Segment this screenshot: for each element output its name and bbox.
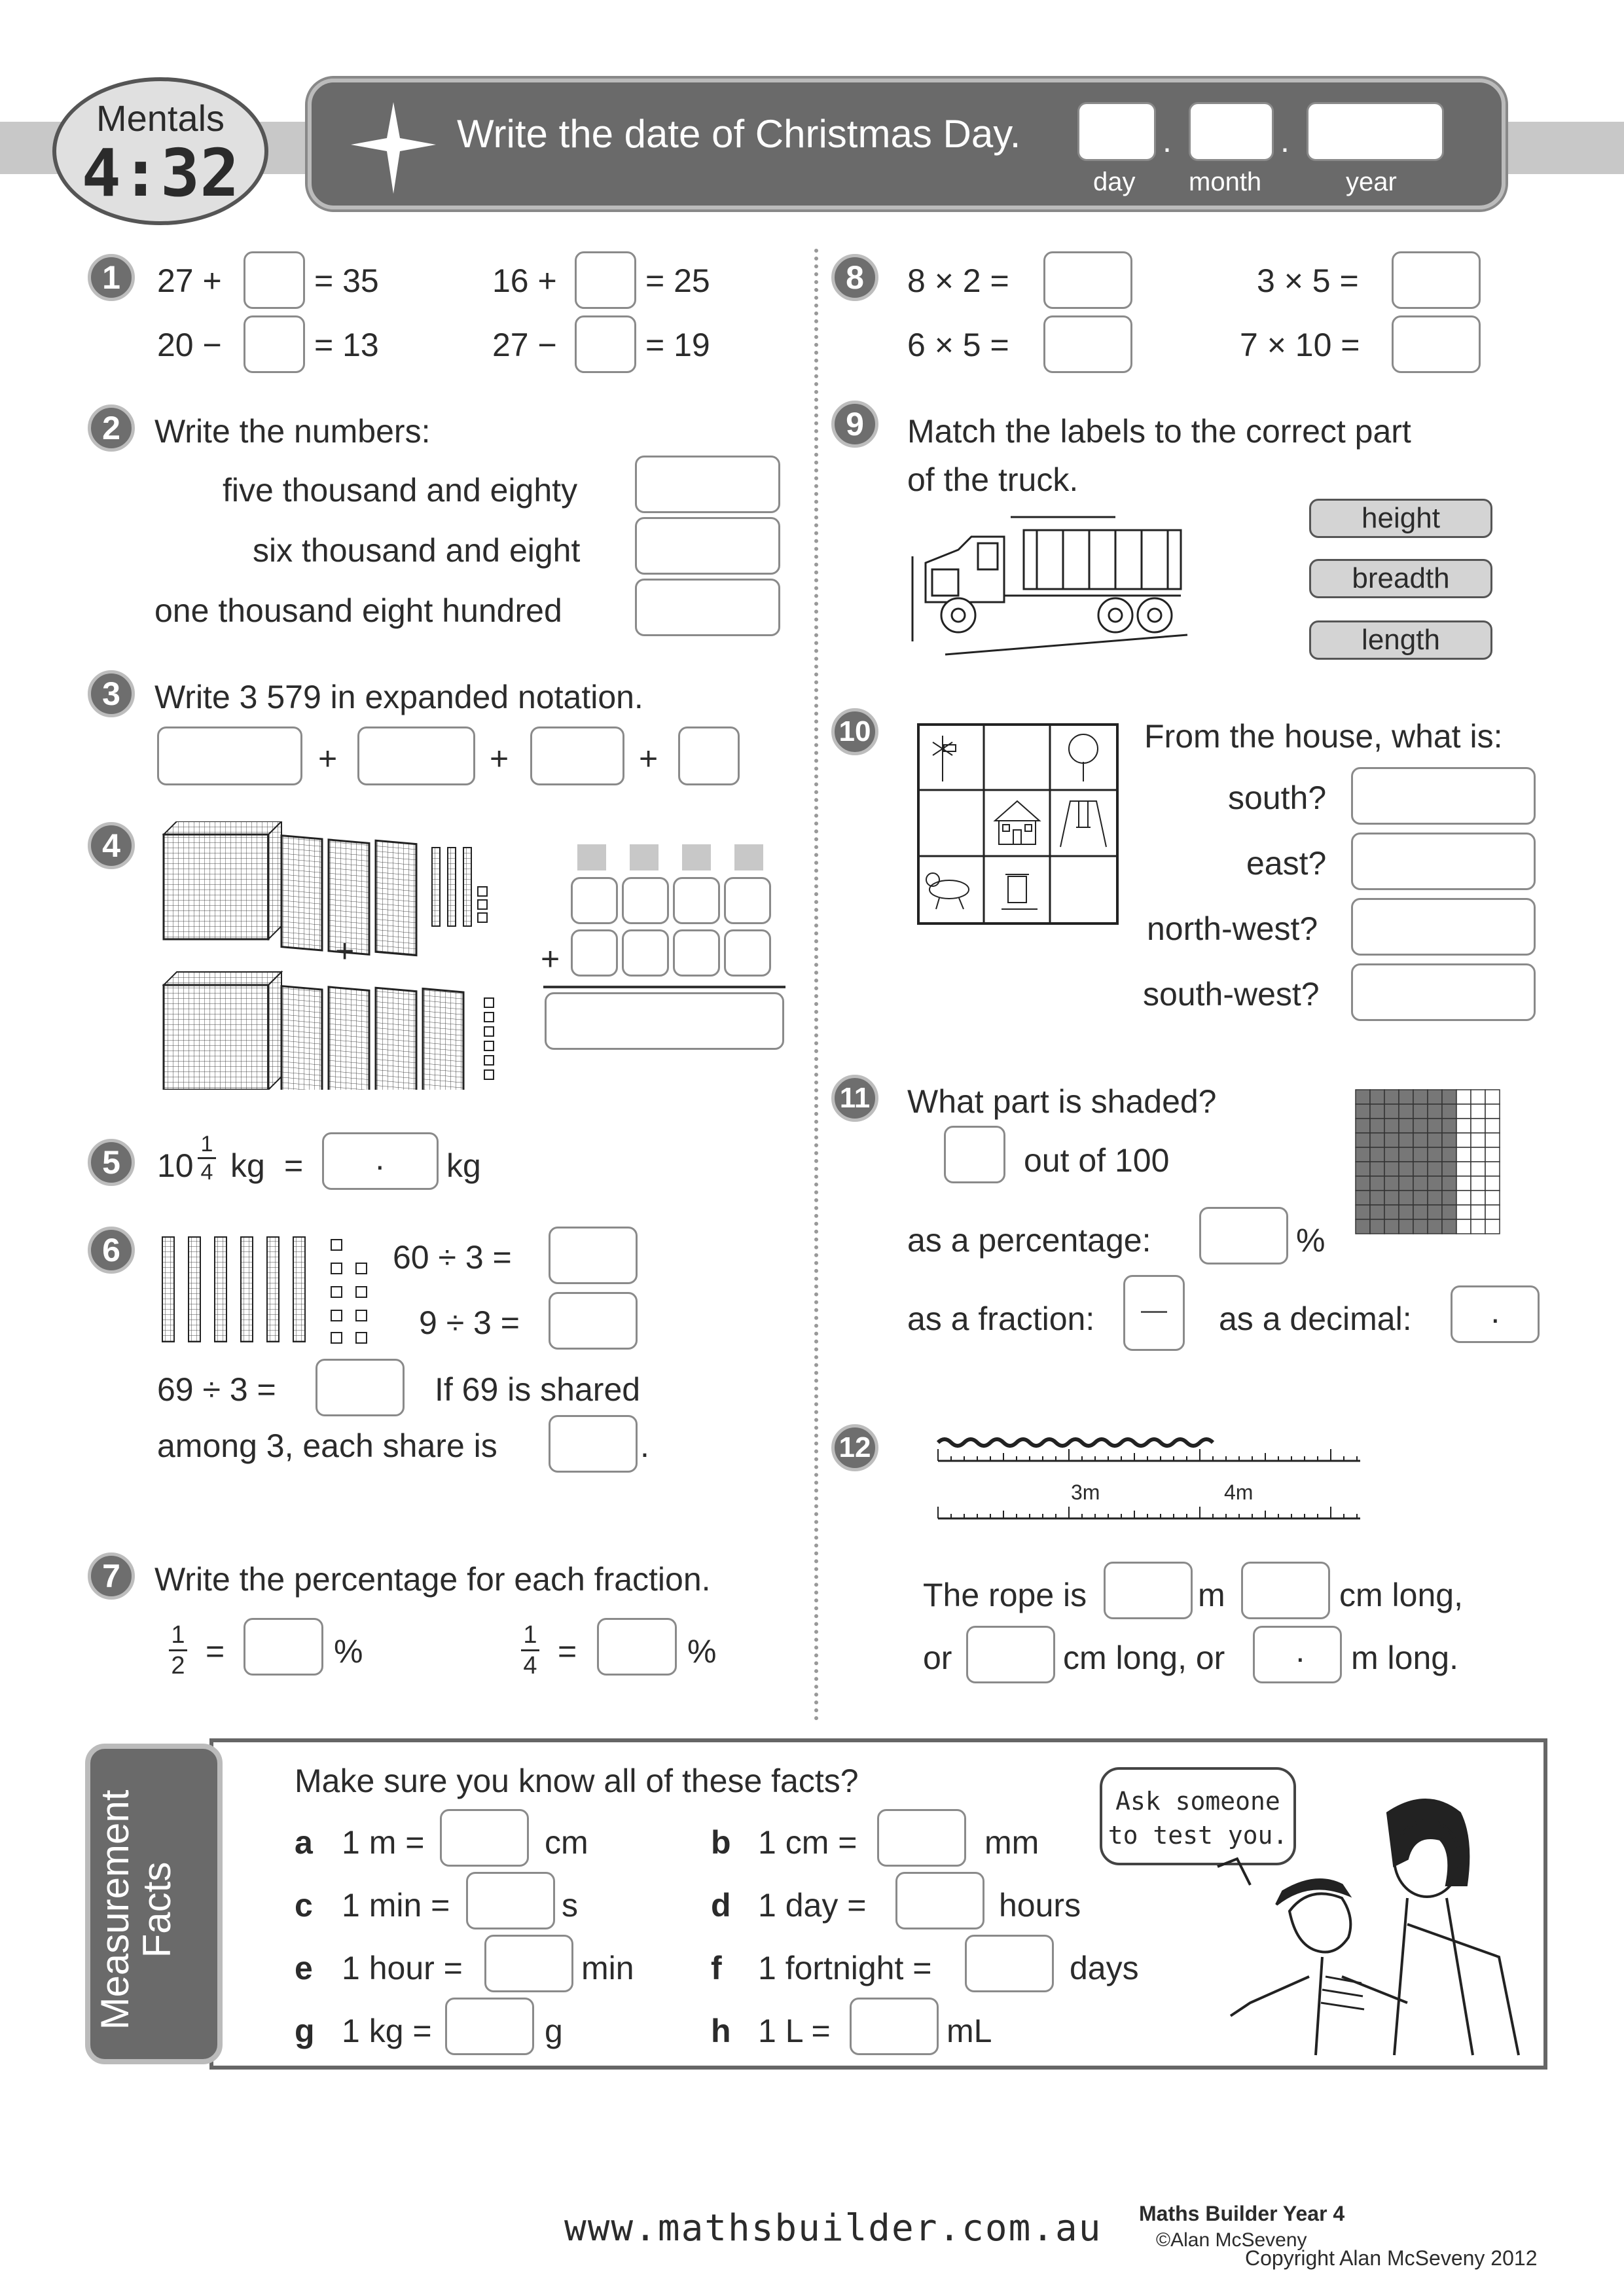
hundred-grid-cell: [1485, 1176, 1500, 1191]
q5-unit: kg: [230, 1147, 265, 1184]
q4-top-digit-2[interactable]: [622, 877, 669, 924]
q4-top-digit-3[interactable]: [673, 877, 720, 924]
christmas-prompt: Write the date of Christmas Day.: [457, 112, 1021, 156]
date-dot-1: .: [1163, 122, 1172, 159]
hundred-grid-cell: [1485, 1205, 1500, 1219]
q10-number: 10: [831, 708, 878, 755]
q3-plus-2: +: [490, 740, 509, 777]
fact-f-letter: f: [711, 1950, 722, 1986]
q10-south-west: south-west?: [1143, 976, 1320, 1013]
q2-input-3[interactable]: [635, 579, 780, 636]
fact-c-letter: c: [295, 1887, 313, 1924]
hundred-grid-cell: [1370, 1162, 1384, 1176]
q1-d-input[interactable]: [575, 315, 636, 373]
fact-f-unit: days: [1070, 1950, 1139, 1986]
hundred-grid-cell: [1413, 1191, 1428, 1205]
q7-fraction-1-denominator: 2: [171, 1652, 185, 1679]
hundred-grid-cell: [1356, 1147, 1370, 1162]
fact-c-unit: s: [562, 1887, 578, 1924]
hundred-grid-cell: [1370, 1205, 1384, 1219]
q11-pct-label: as a percentage:: [907, 1222, 1151, 1259]
q7-fraction-2-denominator: 4: [523, 1652, 537, 1679]
hundred-grid-cell: [1370, 1133, 1384, 1147]
q1-d: 27 −: [492, 327, 557, 363]
hundred-grid-cell: [1456, 1147, 1471, 1162]
fact-e-question: 1 hour =: [342, 1950, 463, 1986]
q1-c-res: = 13: [314, 327, 379, 363]
q8-a: 8 × 2 =: [907, 262, 1009, 299]
hundred-grid-cell: [1442, 1147, 1456, 1162]
q7-fraction-2-numerator: 1: [523, 1621, 537, 1649]
hundred-grid-cell: [1384, 1162, 1399, 1176]
fact-a-question: 1 m =: [342, 1824, 425, 1861]
fact-g-question: 1 kg =: [342, 2013, 432, 2049]
hundred-grid-cell: [1471, 1119, 1485, 1133]
hundred-grid-cell: [1456, 1176, 1471, 1191]
hundred-grid-cell: [1356, 1119, 1370, 1133]
hundred-grid-cell: [1442, 1119, 1456, 1133]
q11-frac-bar: [1141, 1311, 1167, 1313]
hundred-grid-cell: [1428, 1119, 1442, 1133]
q6-end: .: [640, 1427, 649, 1464]
label-breadth[interactable]: breadth: [1309, 559, 1492, 598]
hundred-grid-cell: [1384, 1119, 1399, 1133]
q1-a-res: = 35: [314, 262, 379, 299]
q4-top-digit-1[interactable]: [571, 877, 618, 924]
q11-number: 11: [831, 1075, 878, 1122]
hundred-grid-cell: [1442, 1219, 1456, 1234]
hundred-grid-cell: [1384, 1176, 1399, 1191]
facts-side-tab: [85, 1744, 223, 2064]
q2-input-2[interactable]: [635, 517, 780, 575]
rope-ruler: [935, 1433, 1367, 1532]
fact-c-input[interactable]: [466, 1872, 555, 1929]
footer-author: ©Alan McSeveny: [1156, 2229, 1307, 2251]
q11-frac-label: as a fraction:: [907, 1300, 1095, 1337]
q5-whole: 10: [157, 1147, 194, 1184]
q4-bot-digit-3[interactable]: [673, 929, 720, 977]
q7-pct-1: %: [334, 1633, 363, 1670]
hundred-grid-cell: [1485, 1090, 1500, 1104]
q3-plus-1: +: [318, 740, 338, 777]
hundred-grid-cell: [1456, 1162, 1471, 1176]
hundred-grid-cell: [1456, 1191, 1471, 1205]
q11-out-of: out of 100: [1024, 1142, 1170, 1179]
q11-count-input[interactable]: [944, 1126, 1005, 1183]
q12-line2c: m long.: [1351, 1640, 1458, 1676]
q12-line1b: m: [1198, 1577, 1225, 1613]
hundred-grid-cell: [1428, 1162, 1442, 1176]
hundred-grid-cell: [1413, 1147, 1428, 1162]
fact-e-input[interactable]: [484, 1935, 573, 1992]
q4-sum-line: [543, 986, 785, 988]
month-label: month: [1189, 168, 1262, 196]
hundred-grid-cell: [1442, 1133, 1456, 1147]
q6-e-input[interactable]: [549, 1415, 638, 1473]
hundred-grid-cell: [1456, 1219, 1471, 1234]
fact-g-unit: g: [545, 2013, 563, 2049]
q4-top-digit-4[interactable]: [724, 877, 771, 924]
q1-b-res: = 25: [645, 262, 710, 299]
q4-bot-digit-4[interactable]: [724, 929, 771, 977]
hundred-grid-cell: [1428, 1176, 1442, 1191]
fact-g-input[interactable]: [445, 1998, 534, 2055]
date-dot-2: .: [1280, 122, 1290, 159]
q4-bot-digit-2[interactable]: [622, 929, 669, 977]
children-illustration: [1211, 1787, 1538, 2062]
bubble-line1: Ask someone: [1115, 1787, 1280, 1816]
q12-tick-3m: 3m: [1071, 1480, 1100, 1504]
facts-side-line2: Facts: [135, 1861, 179, 1958]
q4-block-plus: +: [335, 933, 355, 969]
q7-fraction-1-numerator: 1: [171, 1621, 185, 1649]
hundred-grid-cell: [1384, 1090, 1399, 1104]
hundred-grid-cell: [1370, 1090, 1384, 1104]
q2-input-1[interactable]: [635, 456, 780, 513]
hundred-grid-cell: [1471, 1219, 1485, 1234]
q2-item-2: six thousand and eight: [253, 532, 581, 569]
label-height[interactable]: height: [1309, 499, 1492, 538]
q5-decimal-dot: ·: [374, 1147, 386, 1184]
q4-sum-plus: +: [541, 941, 560, 977]
hundred-grid-cell: [1370, 1219, 1384, 1234]
q6-d: If 69 is shared: [435, 1371, 641, 1408]
hundred-grid-cell: [1471, 1090, 1485, 1104]
q7-pct-2: %: [687, 1633, 717, 1670]
q6-b-input[interactable]: [549, 1292, 638, 1350]
hundred-grid-cell: [1428, 1104, 1442, 1119]
mentals-number: 4:32: [81, 135, 240, 211]
fact-a-unit: cm: [545, 1824, 588, 1861]
q10-east-input[interactable]: [1351, 833, 1536, 890]
hundred-grid-cell: [1456, 1104, 1471, 1119]
q7-input-2[interactable]: [597, 1618, 677, 1676]
q3-input-3[interactable]: [530, 726, 624, 785]
q12-line1a: The rope is: [923, 1577, 1087, 1613]
q8-b-input[interactable]: [1392, 251, 1481, 309]
q6-c-input[interactable]: [316, 1359, 405, 1416]
fact-d-question: 1 day =: [758, 1887, 867, 1924]
hundred-grid-cell: [1399, 1090, 1413, 1104]
q12-line2b: cm long, or: [1063, 1640, 1225, 1676]
hundred-grid-cell: [1399, 1133, 1413, 1147]
fact-d-unit: hours: [999, 1887, 1081, 1924]
hundred-grid-cell: [1485, 1162, 1500, 1176]
hundred-grid-cell: [1428, 1219, 1442, 1234]
q2-item-3: one thousand eight hundred: [154, 592, 562, 629]
q8-a-input[interactable]: [1043, 251, 1132, 309]
q3-input-1[interactable]: [157, 726, 302, 785]
hundred-grid-cell: [1399, 1219, 1413, 1234]
hundred-grid-cell: [1471, 1104, 1485, 1119]
q7-number: 7: [88, 1552, 135, 1600]
q2-title: Write the numbers:: [154, 413, 431, 450]
tens-rods-picture: [160, 1230, 382, 1348]
q11-title: What part is shaded?: [907, 1083, 1217, 1120]
hundred-grid-cell: [1428, 1205, 1442, 1219]
q6-a: 60 ÷ 3 =: [393, 1239, 512, 1276]
q8-d: 7 × 10 =: [1240, 327, 1360, 363]
hundred-grid-cell: [1399, 1191, 1413, 1205]
q9-line1: Match the labels to the correct part: [907, 413, 1411, 450]
q12-cm-input[interactable]: [1241, 1562, 1330, 1619]
hundred-grid-cell: [1456, 1090, 1471, 1104]
hundred-grid-cell: [1428, 1147, 1442, 1162]
q3-input-2[interactable]: [357, 726, 475, 785]
hundred-grid-cell: [1413, 1162, 1428, 1176]
hundred-grid-cell: [1456, 1133, 1471, 1147]
hundred-grid-cell: [1471, 1176, 1485, 1191]
fact-b-input[interactable]: [877, 1809, 966, 1867]
hundred-grid-cell: [1356, 1176, 1370, 1191]
hundred-grid-cell: [1384, 1191, 1399, 1205]
label-length[interactable]: length: [1309, 620, 1492, 660]
q12-tick-4m: 4m: [1224, 1480, 1254, 1504]
q11-dec-dot: ·: [1490, 1300, 1501, 1337]
year-input[interactable]: [1307, 102, 1444, 161]
hundred-grid-cell: [1413, 1119, 1428, 1133]
hundred-grid-cell: [1370, 1104, 1384, 1119]
q12-decimal-dot: ·: [1295, 1640, 1306, 1676]
q5-unit-2: kg: [446, 1147, 481, 1184]
footer-url: www.mathsbuilder.com.au: [564, 2207, 1102, 2250]
hundred-grid-cell: [1485, 1104, 1500, 1119]
hundred-grid-cell: [1356, 1205, 1370, 1219]
hundred-grid-cell: [1485, 1133, 1500, 1147]
q3-input-4[interactable]: [678, 726, 740, 785]
fact-h-question: 1 L =: [758, 2013, 831, 2049]
q1-b: 16 +: [492, 262, 557, 299]
facts-title: Make sure you know all of these facts?: [295, 1763, 859, 1799]
q2-number: 2: [88, 404, 135, 452]
q3-number: 3: [88, 670, 135, 717]
q11-pct-input[interactable]: [1199, 1207, 1288, 1265]
hundred-grid-cell: [1442, 1191, 1456, 1205]
q2-item-1: five thousand and eighty: [223, 472, 578, 509]
q6-e: among 3, each share is: [157, 1427, 497, 1464]
fact-b-letter: b: [711, 1824, 731, 1861]
hundred-grid: [1352, 1086, 1509, 1244]
column-divider: [814, 249, 818, 1721]
day-input[interactable]: [1077, 102, 1156, 161]
fact-f-input[interactable]: [965, 1935, 1054, 1992]
footer-copyright: Copyright Alan McSeveny 2012: [1245, 2246, 1538, 2270]
q1-b-input[interactable]: [575, 251, 636, 309]
q3-plus-3: +: [639, 740, 659, 777]
hundred-grid-cell: [1356, 1133, 1370, 1147]
q8-number: 8: [831, 254, 878, 301]
fact-b-question: 1 cm =: [758, 1824, 857, 1861]
christmas-banner: [308, 79, 1506, 209]
hundred-grid-cell: [1413, 1133, 1428, 1147]
q3-title: Write 3 579 in expanded notation.: [154, 679, 643, 715]
hundred-grid-cell: [1356, 1191, 1370, 1205]
facts-side-line1: Measurement: [93, 1789, 137, 2030]
mentals-badge: [52, 77, 268, 225]
hundred-grid-cell: [1384, 1205, 1399, 1219]
q10-south-west-input[interactable]: [1351, 963, 1536, 1021]
q5-fraction-numerator: 1: [200, 1132, 213, 1157]
fact-h-input[interactable]: [850, 1998, 939, 2055]
hundred-grid-cell: [1485, 1219, 1500, 1234]
fact-e-unit: min: [581, 1950, 634, 1986]
hundred-grid-cell: [1370, 1147, 1384, 1162]
q12-line2a: or: [923, 1640, 952, 1676]
q11-dec-label: as a decimal:: [1219, 1300, 1412, 1337]
q7-fraction-1: [169, 1622, 187, 1679]
hundred-grid-cell: [1471, 1162, 1485, 1176]
footer-book: Maths Builder Year 4: [1139, 2202, 1345, 2225]
hundred-grid-cell: [1370, 1191, 1384, 1205]
q6-c: 69 ÷ 3 =: [157, 1371, 276, 1408]
hundred-grid-cell: [1399, 1104, 1413, 1119]
fact-g-letter: g: [295, 2013, 315, 2049]
hundred-grid-cell: [1384, 1147, 1399, 1162]
q5-eq: =: [284, 1147, 304, 1184]
q10-south-input[interactable]: [1351, 767, 1536, 825]
hundred-grid-cell: [1485, 1147, 1500, 1162]
q6-a-input[interactable]: [549, 1227, 638, 1284]
q12-cm-total-input[interactable]: [966, 1626, 1055, 1683]
hundred-grid-cell: [1485, 1119, 1500, 1133]
hundred-grid-cell: [1356, 1219, 1370, 1234]
hundred-grid-cell: [1442, 1162, 1456, 1176]
hundred-grid-cell: [1471, 1191, 1485, 1205]
q11-pct-sign: %: [1296, 1222, 1326, 1259]
hundred-grid-cell: [1356, 1162, 1370, 1176]
q9-number: 9: [831, 401, 878, 448]
fact-a-letter: a: [295, 1824, 313, 1861]
q1-d-res: = 19: [645, 327, 710, 363]
star-icon: [351, 102, 436, 194]
q11-frac-input[interactable]: [1123, 1275, 1185, 1351]
fact-e-letter: e: [295, 1950, 313, 1986]
hundred-grid-cell: [1399, 1119, 1413, 1133]
hundred-grid-cell: [1471, 1205, 1485, 1219]
q4-number: 4: [88, 822, 135, 869]
hundred-grid-cell: [1384, 1133, 1399, 1147]
q10-east: east?: [1246, 845, 1327, 882]
q5-fraction: [198, 1132, 216, 1184]
hundred-grid-cell: [1356, 1090, 1370, 1104]
q1-c: 20 −: [157, 327, 222, 363]
q12-line1c: cm long,: [1339, 1577, 1463, 1613]
q9-line2: of the truck.: [907, 461, 1079, 498]
hundred-grid-cell: [1456, 1119, 1471, 1133]
q7-eq-1: =: [206, 1633, 225, 1670]
hundred-grid-cell: [1413, 1104, 1428, 1119]
hundred-grid-cell: [1399, 1147, 1413, 1162]
hundred-grid-cell: [1413, 1219, 1428, 1234]
hundred-grid-cell: [1428, 1191, 1442, 1205]
bubble-line2: to test you.: [1108, 1821, 1288, 1850]
year-label: year: [1346, 168, 1397, 196]
hundred-grid-cell: [1442, 1090, 1456, 1104]
fact-d-input[interactable]: [895, 1872, 984, 1929]
fact-f-question: 1 fortnight =: [758, 1950, 932, 1986]
q7-fraction-2: [521, 1622, 539, 1679]
q10-south: south?: [1228, 780, 1327, 816]
hundred-grid-cell: [1471, 1147, 1485, 1162]
q4-answer-input[interactable]: [545, 992, 784, 1050]
fact-a-input[interactable]: [440, 1809, 529, 1867]
q8-c: 6 × 5 =: [907, 327, 1009, 363]
q8-b: 3 × 5 =: [1257, 262, 1359, 299]
hundred-grid-cell: [1471, 1133, 1485, 1147]
q12-m-input[interactable]: [1104, 1562, 1193, 1619]
fact-b-unit: mm: [984, 1824, 1039, 1861]
q8-d-input[interactable]: [1392, 315, 1481, 373]
fact-c-question: 1 min =: [342, 1887, 450, 1924]
q5-fraction-denominator: 4: [200, 1160, 213, 1185]
q8-c-input[interactable]: [1043, 315, 1132, 373]
fact-h-unit: mL: [947, 2013, 992, 2049]
mentals-label: Mentals: [96, 98, 225, 139]
hundred-grid-cell: [1442, 1176, 1456, 1191]
q1-c-input[interactable]: [244, 315, 305, 373]
q1-a: 27 +: [157, 262, 222, 299]
q5-number: 5: [88, 1139, 135, 1186]
q6-b: 9 ÷ 3 =: [419, 1304, 520, 1341]
hundred-grid-cell: [1442, 1104, 1456, 1119]
q1-number: 1: [88, 254, 135, 301]
hundred-grid-cell: [1428, 1090, 1442, 1104]
hundred-grid-cell: [1485, 1191, 1500, 1205]
month-input[interactable]: [1189, 102, 1274, 161]
q10-title: From the house, what is:: [1144, 718, 1503, 755]
q1-a-input[interactable]: [244, 251, 305, 309]
hundred-grid-cell: [1442, 1205, 1456, 1219]
hundred-grid-cell: [1370, 1176, 1384, 1191]
hundred-grid-cell: [1413, 1176, 1428, 1191]
truck-picture: [906, 511, 1194, 668]
fact-h-letter: h: [711, 2013, 731, 2049]
fact-d-letter: d: [711, 1887, 731, 1924]
q7-eq-2: =: [558, 1633, 577, 1670]
q10-north-west-input[interactable]: [1351, 898, 1536, 956]
hundred-grid-cell: [1456, 1205, 1471, 1219]
hundred-grid-cell: [1384, 1219, 1399, 1234]
hundred-grid-cell: [1413, 1090, 1428, 1104]
hundred-grid-cell: [1399, 1162, 1413, 1176]
hundred-grid-cell: [1399, 1205, 1413, 1219]
q12-number: 12: [831, 1424, 878, 1471]
hundred-grid-cell: [1370, 1119, 1384, 1133]
hundred-grid-cell: [1413, 1205, 1428, 1219]
q7-title: Write the percentage for each fraction.: [154, 1561, 711, 1598]
q6-number: 6: [88, 1227, 135, 1274]
hundred-grid-cell: [1428, 1133, 1442, 1147]
day-label: day: [1093, 168, 1136, 196]
q4-bot-digit-1[interactable]: [571, 929, 618, 977]
hundred-grid-cell: [1384, 1104, 1399, 1119]
map-grid: [916, 723, 1119, 925]
q10-north-west: north-west?: [1147, 910, 1318, 947]
hundred-grid-cell: [1399, 1176, 1413, 1191]
hundred-grid-cell: [1356, 1104, 1370, 1119]
q7-input-1[interactable]: [244, 1618, 323, 1676]
